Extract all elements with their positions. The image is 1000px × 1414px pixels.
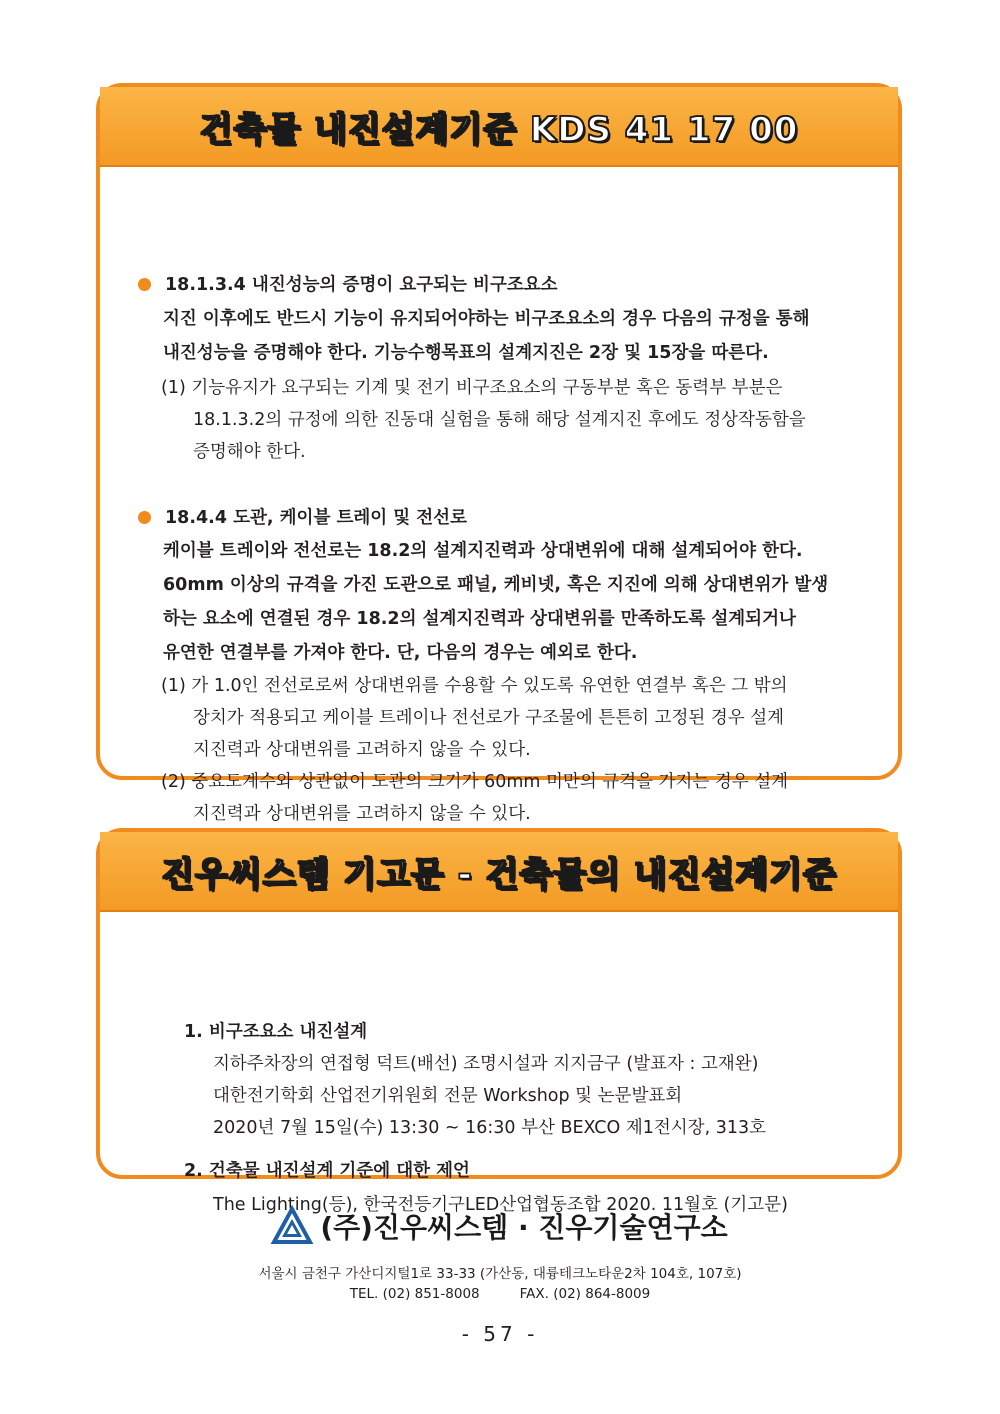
tel-number: TEL. (02) 851-8008 (349, 1286, 480, 1302)
paragraph-line: 60mm 이상의 규격을 가진 도관으로 패널, 케비넷, 혹은 지진에 의해 상대변위가 발생 (163, 575, 829, 595)
company-name: (주)진우씨스템 · 진우기술연구소 (320, 1211, 728, 1244)
article-line: 2020년 7월 15일(수) 13:30 ~ 16:30 부산 BEXCO 제1전시장, 313호 (213, 1118, 767, 1138)
article-item-body (213, 1048, 766, 1144)
section-heading-text: 18.1.3.4 내진성능의 증명이 요구되는 비구조요소 (165, 275, 558, 295)
article-box-title: 진우씨스템 기고문 - 건축물의 내진설계기준 (161, 854, 837, 895)
triangle-logo-icon (272, 1207, 312, 1245)
company-contact (0, 1286, 1000, 1302)
item-text: 중요도계수와 상관없이 도관의 크기가 60mm 미만의 규격을 가지는 경우 설계 (191, 772, 789, 792)
item-text: 지진력과 상대변위를 고려하지 않을 수 있다. (193, 740, 531, 760)
standard-box-header (100, 87, 898, 167)
item-text: 지진력과 상대변위를 고려하지 않을 수 있다. (193, 804, 531, 824)
standard-box-title: 건축물 내진설계기준 KDS 41 17 00 (199, 109, 799, 150)
item-text: 18.1.3.2의 규정에 의한 진동대 실험을 통해 해당 설계지진 후에도 정상작동함을 (193, 410, 806, 430)
article-line: The Lighting(등), 한국전등기구LED산업협동조합 2020. 11월호 (기고문) (213, 1195, 788, 1215)
page-number: - 57 - (461, 1322, 539, 1346)
article-item-title: 1. 비구조요소 내진설계 (184, 1022, 368, 1042)
article-box (96, 828, 902, 1215)
company-address: 서울시 금천구 가산디지털1로 33-33 (가산동, 대륭테크노타운2차 104호, 107호) (258, 1266, 742, 1282)
paragraph-line: 케이블 트레이와 전선로는 18.2의 설계지진력과 상대변위에 대해 설계되어야 한다. (163, 541, 803, 561)
item-label: (2) (161, 772, 186, 792)
section-paragraph (163, 302, 810, 370)
bullet-dot-icon (138, 511, 151, 524)
bullet-dot-icon (138, 278, 151, 291)
item-text: 장치가 적용되고 케이블 트레이나 전선로가 구조물에 튼튼히 고정된 경우 설계 (193, 708, 785, 728)
item-text: 기능유지가 요구되는 기계 및 전기 비구조요소의 구동부분 혹은 동력부 부분은 (191, 378, 783, 398)
item-label: (1) (161, 378, 186, 398)
paragraph-line: 지진 이후에도 반드시 기능이 유지되어야하는 비구조요소의 경우 다음의 규정을 통해 (163, 309, 810, 329)
article-item-title: 2. 건축물 내진설계 기준에 대한 제언 (184, 1161, 470, 1181)
article-line: 지하주차장의 연접형 덕트(배선) 조명시설과 지지금구 (발표자 : 고재완) (213, 1054, 759, 1074)
list-item (161, 372, 806, 468)
paragraph-line: 유연한 연결부를 가져야 한다. 단, 다음의 경우는 예외로 한다. (163, 643, 638, 663)
list-item (161, 670, 788, 830)
paragraph-line: 내진성능을 증명해야 한다. 기능수행목표의 설계지진은 2장 및 15장을 따른다. (163, 343, 769, 363)
section-heading (138, 268, 558, 302)
fax-number: FAX. (02) 864-8009 (519, 1286, 651, 1302)
section-heading (138, 501, 467, 535)
section-paragraph (163, 534, 828, 670)
article-line: 대한전기학회 산업전기위원회 전문 Workshop 및 논문발표회 (213, 1086, 683, 1106)
item-text: 증명해야 한다. (193, 442, 306, 462)
item-text: 가 1.0인 전선로로써 상대변위를 수용할 수 있도록 유연한 연결부 혹은 그 밖의 (191, 676, 788, 696)
company-logo-row (0, 1206, 1000, 1246)
article-box-header (100, 832, 898, 912)
section-heading-text: 18.4.4 도관, 케이블 트레이 및 전선로 (165, 508, 467, 528)
paragraph-line: 하는 요소에 연결된 경우 18.2의 설계지진력과 상대변위를 만족하도록 설계되거나 (163, 609, 796, 629)
item-label: (1) (161, 676, 186, 696)
standard-box (96, 83, 902, 824)
